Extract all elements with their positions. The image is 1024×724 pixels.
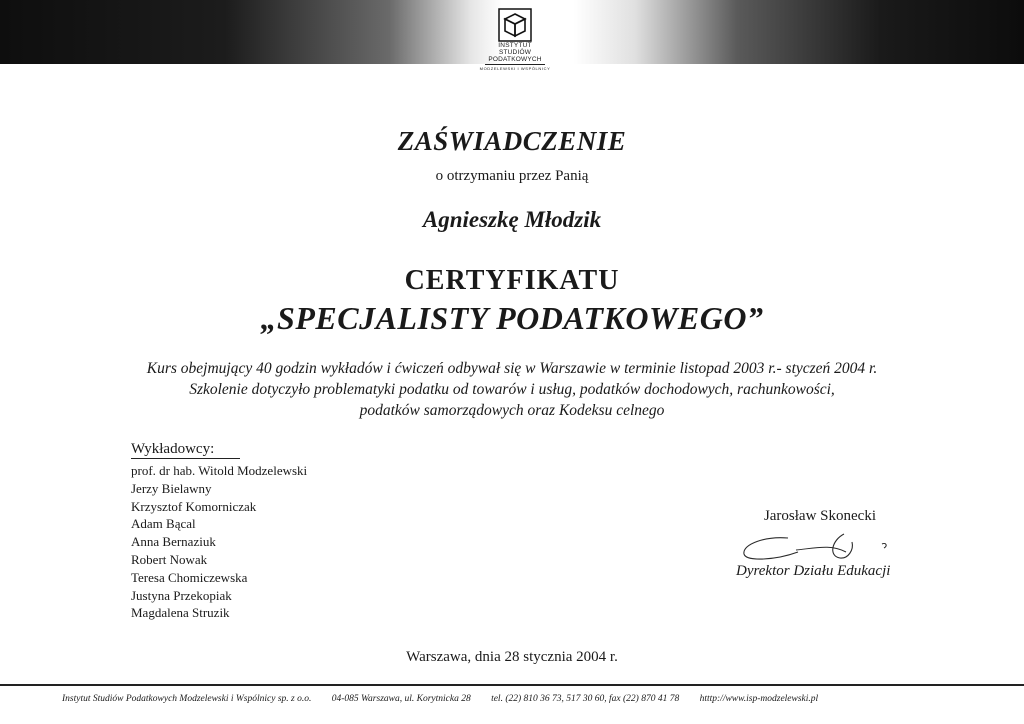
footer-address: 04-085 Warszawa, ul. Korytnicka 28	[331, 694, 471, 704]
lecturer-name: prof. dr hab. Witold Modzelewski	[131, 463, 308, 478]
description-line-2: Szkolenie dotyczyło problematyki podatku od towarów i usług, podatków dochodowych, rachunkowości,	[189, 381, 835, 398]
footer-divider	[0, 684, 1024, 686]
footer-company: Instytut Studiów Podatkowych Modzelewski i Wspólnicy sp. z o.o.	[62, 694, 312, 704]
signature-block	[736, 508, 916, 579]
lecturer-name: Robert Nowak	[131, 551, 208, 567]
logo-rule	[485, 64, 545, 65]
signer-role: Dyrektor Działu Edukacji	[736, 563, 891, 579]
lecturer-name: Magdalena Struzik	[131, 605, 230, 621]
description-line-3: podatków samorządowych oraz Kodeksu celnego	[359, 402, 665, 419]
logo-line-3: PODATKOWYCH	[488, 56, 542, 63]
recipient-name: Agnieszkę Młodzik	[422, 207, 602, 232]
footer-website: htttp://www.isp-modzelewski.pl	[699, 694, 819, 704]
cube-logo-icon	[498, 8, 532, 42]
logo-line-2: STUDIÓW	[498, 49, 532, 56]
lecturers-heading: Wykładowcy:	[131, 440, 240, 459]
lecturer-name: Adam Bącal	[131, 516, 196, 532]
lecturers-list	[131, 440, 307, 622]
document-subline: o otrzymaniu przez Panią	[435, 168, 589, 184]
certificate-title: CERTYFIKATU	[404, 265, 620, 296]
certificate-name: „SPECJALISTY PODATKOWEGO”	[260, 300, 764, 336]
lecturer-name: Teresa Chomiczewska	[131, 569, 248, 585]
description-line-1: Kurs obejmujący 40 godzin wykładów i ćwiczeń odbywał się w Warszawie w terminie listopad 2003 r.- styczeń 2004 r.	[146, 360, 878, 377]
lecturer-name: Jerzy Bielawny	[131, 480, 212, 496]
lecturer-name: Krzysztof Komorniczak	[131, 498, 257, 514]
logo-line-1: INSTYTUT	[498, 42, 532, 49]
lecturer-name: Justyna Przekopiak	[131, 587, 232, 603]
signer-name: Jarosław Skonecki	[763, 508, 876, 524]
course-description	[0, 358, 1024, 421]
document-title: ZAŚWIADCZENIE	[397, 126, 627, 156]
institute-logo	[468, 8, 562, 71]
place-and-date: Warszawa, dnia 28 stycznia 2004 r.	[406, 649, 618, 665]
footer	[62, 694, 962, 704]
logo-subtitle: MODZELEWSKI I WSPÓLNICY	[479, 66, 551, 71]
lecturer-name: Anna Bernaziuk	[131, 534, 216, 550]
footer-phones: tel. (22) 810 36 73, 517 30 60, fax (22) 870 41 78	[491, 694, 680, 704]
